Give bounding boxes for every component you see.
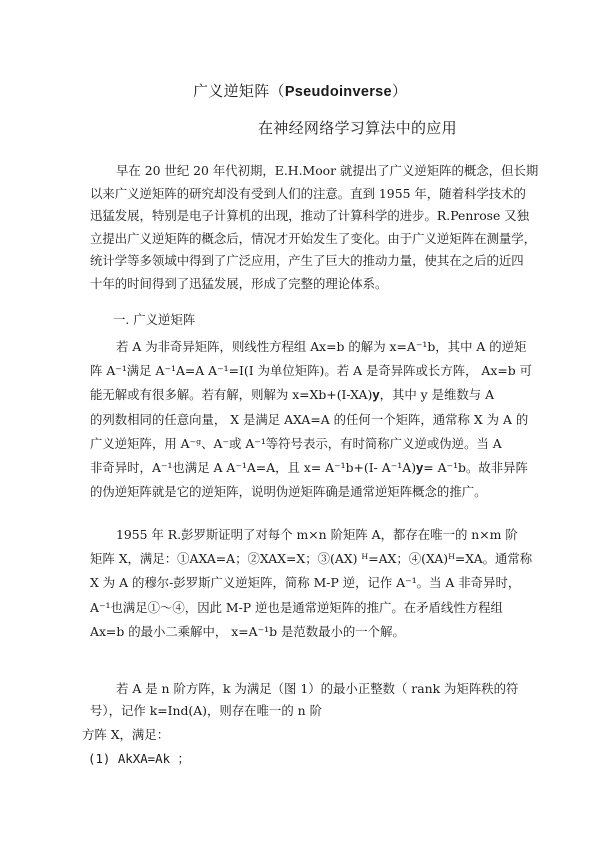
condition-item: (1) AkXA=Ak ； <box>88 751 190 766</box>
definition-paragraph <box>90 335 533 504</box>
definition-line: 的列数相同的任意向量， X 是满足 AXA=A 的任何一个矩阵，通常称 X 为 A 的 <box>90 411 529 427</box>
drazin-paragraph <box>90 678 519 722</box>
definition-line <box>90 456 528 480</box>
definition-text: = A⁻¹b。故非异阵 <box>423 460 528 476</box>
definition-text: 非奇异时，A⁻¹也满足 A A⁻¹A=A，且 x= A⁻¹b+(I- A⁻¹A) <box>90 460 417 476</box>
title-suffix: ） <box>391 82 408 100</box>
penrose-paragraph <box>90 523 533 644</box>
intro-line: 以来广义逆矩阵的研究却没有受到人们的注意。直到 1955 年，随着科学技术的 <box>90 185 526 201</box>
intro-line: 迅猛发展，特别是电子计算机的出现，推动了计算科学的进步。R.Penrose 又独 <box>90 208 530 223</box>
title-prefix: 广义逆矩阵（ <box>193 82 285 100</box>
definition-line: 若 A 为非奇异矩阵，则线性方程组 Ax=b 的解为 x=A⁻¹b，其中 A 的逆矩 <box>116 339 527 354</box>
penrose-line: X 为 A 的穆尔-彭罗斯广义逆矩阵，简称 M-P 逆，记作 A⁻¹。当 A 非奇异时， <box>90 575 521 591</box>
title-english: Pseudoinverse <box>284 84 392 100</box>
intro-line: 十年的时间得到了迅猛发展，形成了完整的理论体系。 <box>90 275 388 291</box>
vector-y: y <box>372 387 380 403</box>
drazin-line: 方阵 X，满足： <box>82 727 170 742</box>
penrose-line: Ax=b 的最小二乘解中， x=A⁻¹b 是范数最小的一个解。 <box>90 623 405 639</box>
definition-line: 阵 A⁻¹满足 A⁻¹A=A A⁻¹=I(I 为单位矩阵)。若 A 是奇异阵或长方阵， Ax=b 可 <box>90 363 533 379</box>
vector-y: y <box>416 460 424 476</box>
drazin-line: 若 A 是 n 阶方阵，k 为满足（图 1）的最小正整数（ rank 为矩阵秩的符 <box>116 681 519 696</box>
penrose-line: 矩阵 X，满足：①AXA=A；②XAX=X；③(AX) ᴴ=AX；④(XA)ᴴ=XA。通常称 <box>90 551 533 567</box>
document-subtitle: 在神经网络学习算法中的应用 <box>258 119 457 137</box>
intro-line: 早在 20 世纪 20 年代初期，E.H.Moor 就提出了广义逆矩阵的概念，但长期 <box>116 163 539 178</box>
definition-text: 能无解或有很多解。若有解，则解为 x=Xb+(I-XA) <box>90 387 373 403</box>
intro-line: 统计学等多领域中得到了广泛应用，产生了巨大的推动力量，使其在之后的近四 <box>90 253 524 268</box>
definition-text: ，其中 y 是维数与 A <box>379 387 495 403</box>
penrose-line: 1955 年 R.彭罗斯证明了对每个 m×n 阶矩阵 A，都存在唯一的 n×m 阶 <box>116 527 518 542</box>
penrose-line: A⁻¹也满足①～④，因此 M-P 逆也是通常逆矩阵的推广。在矛盾线性方程组 <box>90 599 503 615</box>
definition-line <box>90 383 510 407</box>
intro-line: 立提出广义逆矩阵的概念后，情况才开始发生了变化。由于广义逆矩阵在测量学， <box>90 230 537 246</box>
definition-line: 广义逆矩阵，用 A⁻ᵍ、A⁻或 A⁻¹等符号表示，有时简称广义逆或伪逆。当 A <box>90 435 502 451</box>
document-title <box>193 80 407 101</box>
intro-paragraph <box>90 160 539 295</box>
section-heading: 一. 广义逆矩阵 <box>113 312 196 327</box>
drazin-line: 号），记作 k=Ind(A)，则存在唯一的 n 阶 <box>90 703 322 718</box>
definition-line: 的伪逆矩阵就是它的逆矩阵，说明伪逆矩阵确是通常逆矩阵概念的推广。 <box>90 484 487 500</box>
